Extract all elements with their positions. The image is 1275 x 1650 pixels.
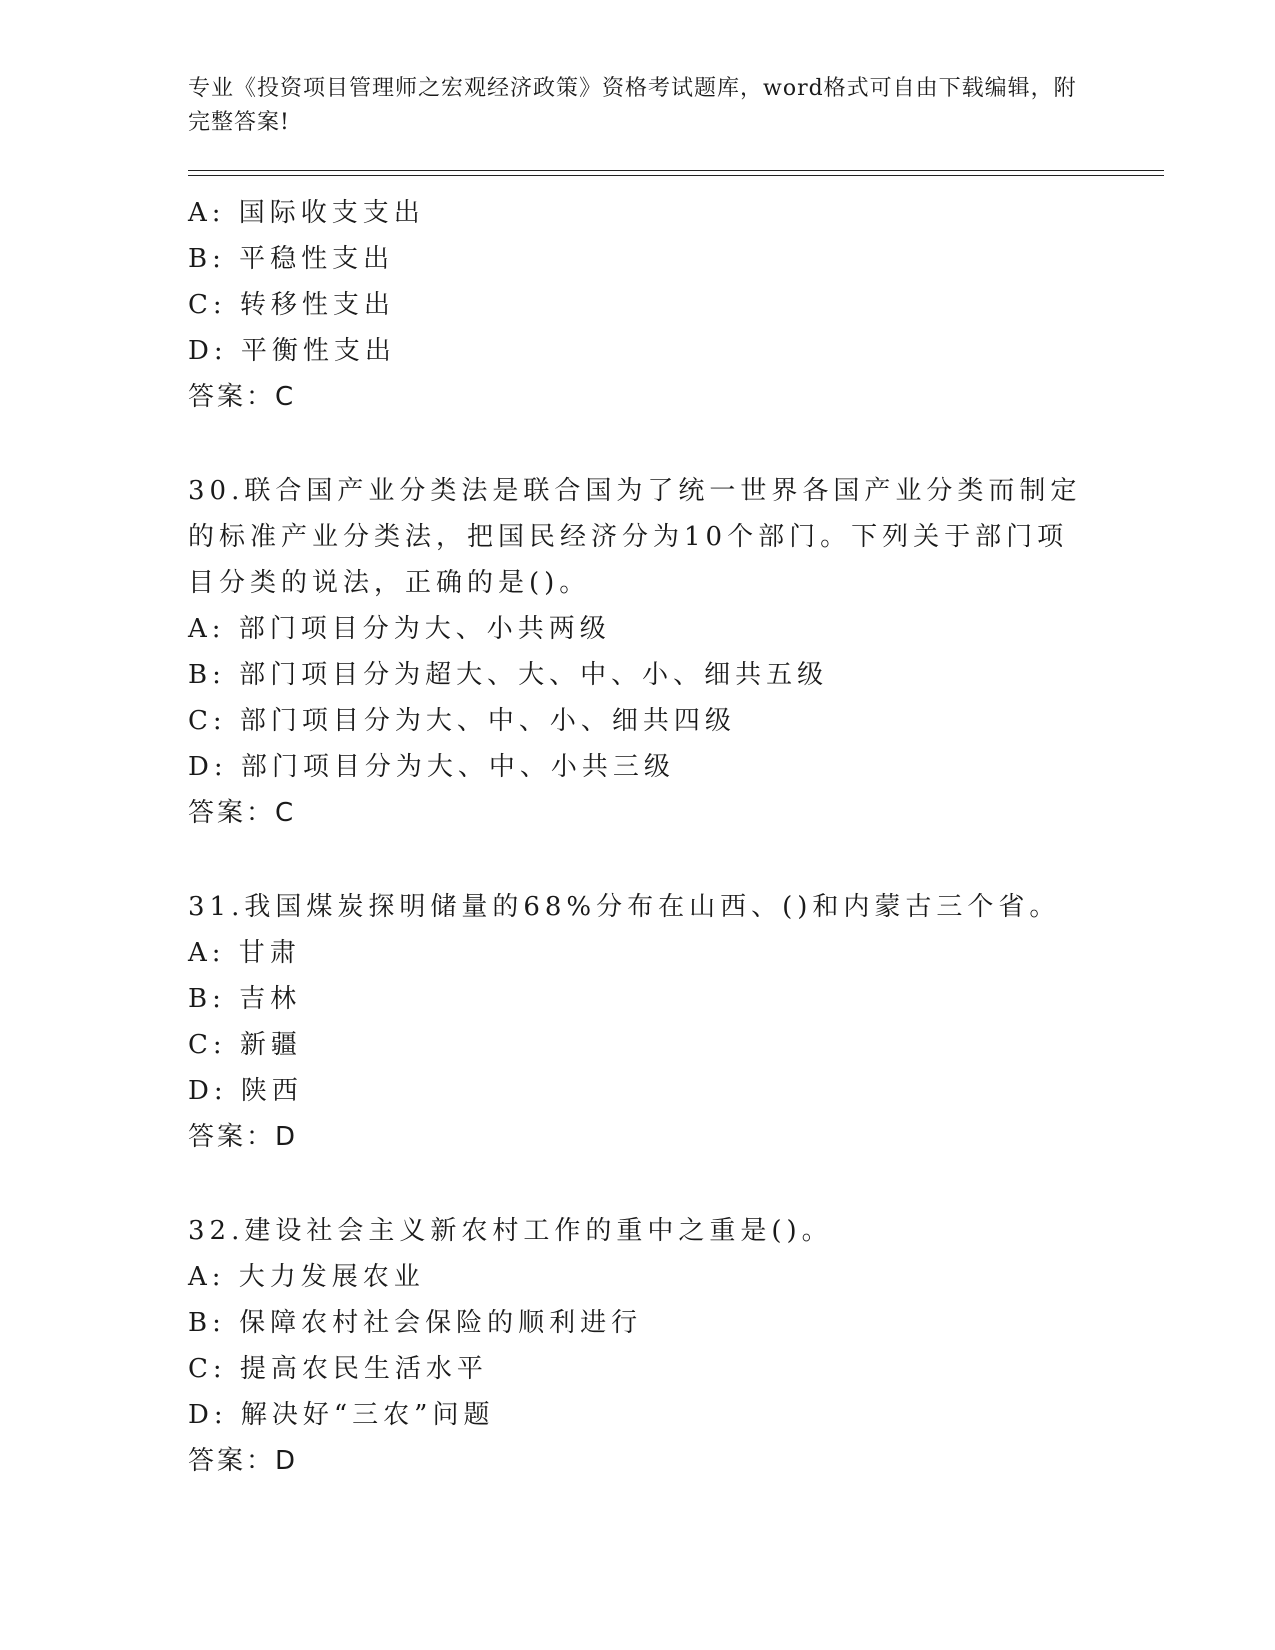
option-b: B: 保障农村社会保险的顺利进行 <box>188 1308 643 1338</box>
question-block-30 <box>188 468 1088 836</box>
question-text: 31.我国煤炭探明储量的68%分布在山西、()和内蒙古三个省。 <box>188 892 1061 922</box>
option-b: B: 吉林 <box>188 984 302 1014</box>
question-block-31 <box>188 884 1088 1160</box>
option-a: A: 部门项目分为大、小共两级 <box>188 614 611 644</box>
answer: 答案：C <box>188 382 297 412</box>
header-divider-top <box>188 170 1164 171</box>
option-a: A: 国际收支支出 <box>188 198 425 228</box>
header-divider-bottom <box>188 175 1164 176</box>
answer: 答案：C <box>188 798 297 828</box>
question-list <box>188 190 1088 1484</box>
answer: 答案：D <box>188 1446 299 1476</box>
question-text: 30.联合国产业分类法是联合国为了统一世界各国产业分类而制定的标准产业分类法，把国民经济分为10个部门。下列关于部门项目分类的说法，正确的是()。 <box>188 476 1082 598</box>
document-header: 专业《投资项目管理师之宏观经济政策》资格考试题库，word格式可自由下载编辑，附完整答案! <box>188 76 1077 135</box>
option-c: C: 转移性支出 <box>188 290 395 320</box>
option-d: D: 陕西 <box>188 1076 303 1106</box>
question-block-29 <box>188 190 1088 420</box>
option-a: A: 甘肃 <box>188 938 301 968</box>
option-d: D: 平衡性支出 <box>188 336 396 366</box>
option-c: C: 新疆 <box>188 1030 302 1060</box>
question-block-32 <box>188 1208 1088 1484</box>
option-d: D: 部门项目分为大、中、小共三级 <box>188 752 675 782</box>
option-c: C: 部门项目分为大、中、小、细共四级 <box>188 706 736 736</box>
option-c: C: 提高农民生活水平 <box>188 1354 488 1384</box>
option-a: A: 大力发展农业 <box>188 1262 425 1292</box>
option-b: B: 部门项目分为超大、大、中、小、细共五级 <box>188 660 829 690</box>
question-text: 32.建设社会主义新农村工作的重中之重是()。 <box>188 1216 833 1246</box>
option-b: B: 平稳性支出 <box>188 244 395 274</box>
option-d: D: 解决好“三农”问题 <box>188 1400 495 1430</box>
answer: 答案：D <box>188 1122 299 1152</box>
